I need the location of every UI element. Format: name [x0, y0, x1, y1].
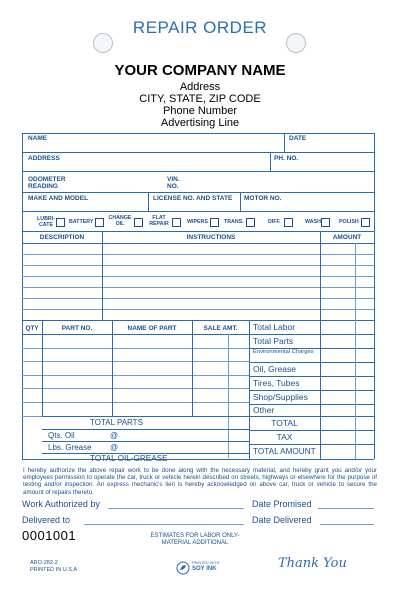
totals-label: Other	[253, 405, 275, 415]
vin-label-1: VIN.	[167, 176, 180, 183]
punch-hole-right	[286, 33, 306, 53]
estimates-note-1: ESTIMATES FOR LABOR ONLY-	[150, 533, 240, 539]
delivered-to-field[interactable]	[84, 513, 244, 524]
checkbox-lubricate[interactable]	[56, 218, 65, 227]
printed-in-usa: PRINTED IN U.S.A	[30, 567, 78, 573]
service-trans: TRANS.	[224, 219, 244, 225]
checkbox-polish[interactable]	[361, 218, 370, 227]
checkbox-battery[interactable]	[95, 218, 104, 227]
punch-hole-left	[93, 33, 113, 53]
work-table-row[interactable]	[22, 254, 374, 265]
estimates-note-2: MATERIAL ADDITIONAL	[161, 540, 229, 546]
totals-label: Total Parts	[253, 336, 294, 346]
date-field[interactable]	[290, 140, 370, 150]
totals-label: Oil, Grease	[253, 364, 296, 374]
company-advertising: Advertising Line	[160, 117, 240, 129]
vin-field[interactable]	[182, 180, 370, 190]
company-city: CITY, STATE, ZIP CODE	[139, 93, 261, 105]
totals-amount-field[interactable]	[321, 348, 374, 362]
service-battery: BATTERY	[69, 219, 94, 225]
product-code: ARO-282-2	[30, 560, 58, 566]
work-authorized-field[interactable]	[108, 497, 244, 508]
form-number: 0001001	[22, 528, 77, 543]
date-promised-field[interactable]	[318, 497, 374, 508]
service-lubricate: LUBRI- CATE	[37, 216, 55, 228]
vin-label-2: NO.	[167, 183, 179, 190]
amount-header: AMOUNT	[332, 234, 362, 241]
name-field[interactable]	[40, 140, 280, 150]
delivered-to-label: Delivered to	[22, 515, 71, 525]
totals-amount-field[interactable]	[321, 376, 374, 390]
checkbox-trans[interactable]	[246, 218, 255, 227]
work-table-row[interactable]	[22, 265, 374, 276]
instructions-header: INSTRUCTIONS	[186, 234, 236, 241]
work-table-row[interactable]	[22, 287, 374, 298]
totals-amount-field[interactable]	[321, 430, 374, 444]
date-label: DATE	[289, 135, 307, 142]
parts-table-row[interactable]	[22, 348, 249, 362]
totals-label: TOTAL AMOUNT	[253, 446, 316, 456]
date-delivered-field[interactable]	[320, 513, 374, 524]
company-phone: Phone Number	[163, 105, 237, 117]
qts-oil-label: Qts. Oil	[48, 431, 75, 440]
motor-label: MOTOR NO.	[244, 195, 282, 202]
total-parts-label: TOTAL PARTS	[90, 418, 143, 427]
company-name: YOUR COMPANY NAME	[114, 62, 286, 79]
work-table-row[interactable]	[22, 298, 374, 309]
authorization-text: I hereby authorize the above repair work to be done along with the necessary material, and hereby grant you and/or your employees permission to operate the car, truck or vehicle herein described on streets, highways or elsewhere for the purpose of testing and/or inspection. An express mechanic's lien is hereby acknowledged on above car, truck or vehicle to secure the amount of repairs thereto.	[23, 467, 377, 496]
service-wash: WASH	[305, 219, 321, 225]
form-title: REPAIR ORDER	[132, 18, 268, 37]
totals-label: Shop/Supplies	[253, 392, 308, 402]
totals-amount-field[interactable]	[321, 362, 374, 376]
qts-oil-at: @	[110, 431, 119, 440]
work-table-row[interactable]	[22, 276, 374, 287]
name-label: NAME	[28, 135, 48, 142]
odometer-field[interactable]	[70, 180, 160, 190]
checkbox-diff[interactable]	[284, 218, 293, 227]
checkbox-wipers[interactable]	[210, 218, 219, 227]
date-delivered-label: Date Delivered	[252, 515, 312, 525]
checkbox-flat-repair[interactable]	[172, 218, 181, 227]
totals-label: TAX	[276, 432, 293, 442]
work-table-row[interactable]	[22, 243, 374, 254]
parts-table-row[interactable]	[22, 388, 249, 402]
make-model-label: MAKE AND MODEL	[28, 195, 89, 202]
address-label: ADDRESS	[28, 155, 60, 162]
totals-amount-field[interactable]	[321, 390, 374, 404]
thank-you-script: Thank You	[278, 556, 347, 571]
odometer-label-2: READING	[28, 183, 58, 190]
soy-ink-logo: PRINTED WITH SOY INK	[176, 559, 226, 577]
soy-leaf-icon	[176, 561, 190, 575]
service-change-oil: CHANGE OIL	[108, 215, 132, 227]
work-authorized-label: Work Authorized by	[22, 499, 100, 509]
service-polish: POLISH	[339, 219, 359, 225]
checkbox-change-oil[interactable]	[134, 218, 143, 227]
totals-label: Tires, Tubes	[253, 378, 300, 388]
parts-table-row[interactable]	[22, 402, 249, 416]
service-wipers: WIPERS	[187, 219, 208, 225]
totals-label: Total Labor	[253, 322, 296, 332]
parts-table-row[interactable]	[22, 375, 249, 389]
totals-amount-field[interactable]	[321, 444, 374, 459]
part-no-header: PART NO.	[61, 325, 93, 332]
totals-amount-field[interactable]	[321, 334, 374, 348]
sale-amt-header: SALE AMT.	[203, 325, 238, 332]
odometer-label-1: ODOMETER	[28, 176, 66, 183]
totals-amount-field[interactable]	[321, 416, 374, 430]
totals-label: Environmental Charges	[253, 349, 314, 355]
phone-label: PH. NO.	[274, 155, 299, 162]
service-flat-repair: FLAT REPAIR	[149, 215, 169, 227]
qty-header: QTY	[25, 325, 39, 332]
description-header: DESCRIPTION	[39, 234, 85, 241]
lbs-grease-at: @	[110, 443, 119, 452]
total-oil-grease-label: TOTAL OIL-GREASE	[90, 454, 168, 463]
totals-amount-field[interactable]	[321, 320, 374, 334]
totals-amount-field[interactable]	[321, 404, 374, 416]
company-address: Address	[179, 81, 221, 93]
checkbox-wash[interactable]	[321, 218, 330, 227]
work-table-row[interactable]	[22, 309, 374, 320]
parts-table-row[interactable]	[22, 361, 249, 375]
lbs-grease-label: Lbs. Grease	[48, 443, 92, 452]
date-promised-label: Date Promised	[252, 499, 312, 509]
parts-table-row[interactable]	[22, 334, 249, 348]
service-diff: DIFF.	[268, 219, 281, 225]
name-of-part-header: NAME OF PART	[127, 325, 177, 332]
totals-label: TOTAL	[271, 418, 298, 428]
license-label: LICENSE NO. AND STATE	[153, 195, 233, 202]
